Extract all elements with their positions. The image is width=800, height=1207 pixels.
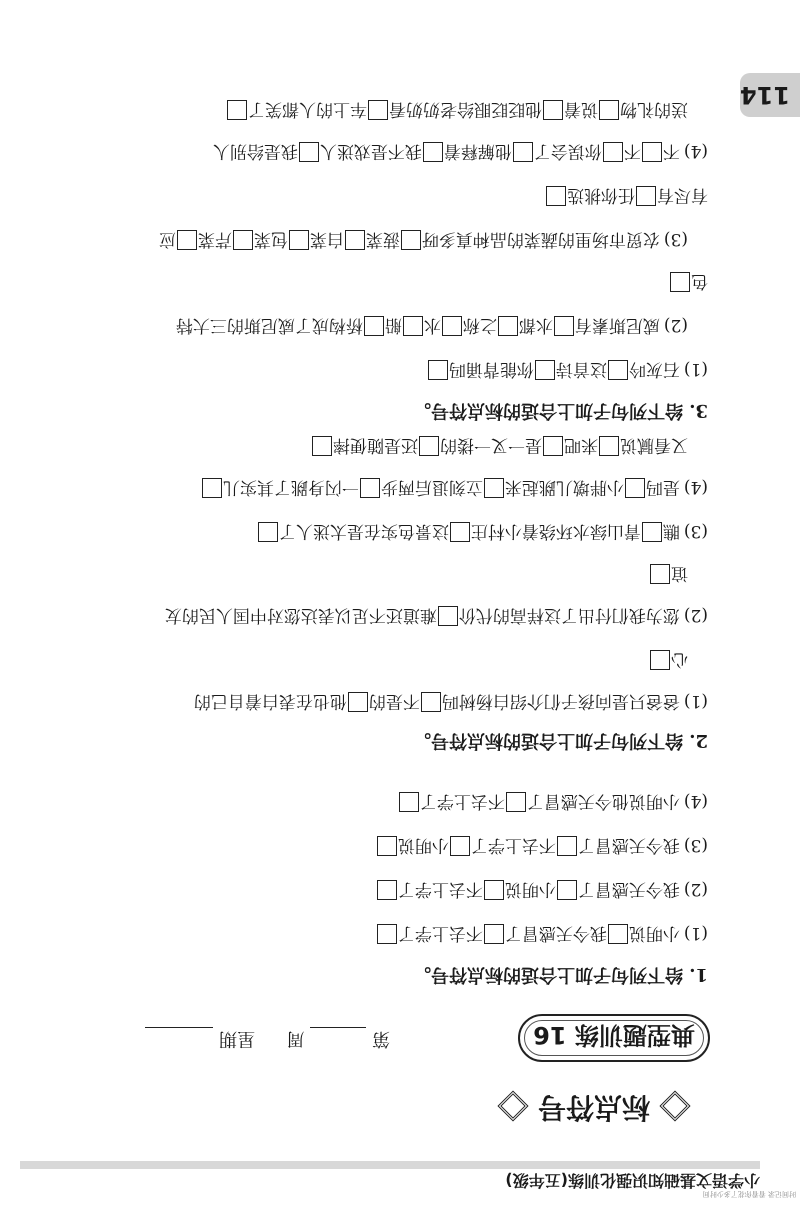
answer-box[interactable]	[377, 924, 397, 944]
answer-box[interactable]	[258, 522, 278, 542]
question-1-heading: 1. 给下列句子加上合适的标点符号。	[412, 964, 708, 985]
item-number: (2)	[683, 879, 708, 899]
week-label-c: 星期	[219, 1028, 256, 1049]
item-number: (3)	[683, 521, 708, 541]
answer-box[interactable]	[554, 316, 574, 336]
sentence-fragment: 有尽有	[657, 185, 708, 205]
sentence-fragment: 一闪身跳了其实儿	[222, 477, 359, 497]
answer-box[interactable]	[625, 478, 645, 498]
sentence-fragment: 我今天感冒了	[577, 835, 680, 855]
sentence-fragment: 难道还不足以表达您对中国人民的友	[164, 605, 437, 625]
sentence-fragment: 包菜	[253, 229, 288, 249]
sentence-fragment: 我是给别人	[212, 141, 298, 161]
sentence-fragment: 威尼斯素有	[574, 315, 660, 335]
section-title	[488, 1089, 700, 1129]
answer-box[interactable]	[484, 924, 504, 944]
answer-box[interactable]	[312, 436, 332, 456]
sentence-fragment: 车上的人都笑了	[248, 99, 367, 119]
question-2-heading: 2. 给下列句子加上合适的标点符号。	[412, 730, 708, 751]
answer-box[interactable]	[484, 880, 504, 900]
answer-box[interactable]	[513, 142, 533, 162]
question-line	[649, 561, 688, 585]
sentence-fragment: 船	[384, 315, 402, 335]
sentence-fragment: 不去上学了	[397, 879, 483, 899]
sentence-fragment: 爸爸只是向孩子们介绍白杨树吗	[441, 691, 680, 711]
sentence-fragment: 不	[662, 141, 680, 161]
sentence-fragment: 您为我们付出了这样高的代价	[458, 605, 680, 625]
badge-text: 典型题训练 16	[533, 1021, 695, 1049]
sentence-fragment: 他眨眨眼给老奶奶看	[389, 99, 542, 119]
sentence-fragment: 还是随便摔	[333, 435, 418, 455]
diamond-icon	[659, 1090, 690, 1121]
sentence-fragment: 不是的	[368, 691, 420, 711]
sentence-fragment: 应	[158, 229, 176, 249]
sentence-fragment: 是一叉一搂的	[440, 435, 542, 455]
answer-box[interactable]	[233, 230, 253, 250]
question-line	[669, 269, 708, 293]
answer-box[interactable]	[177, 230, 197, 250]
answer-box[interactable]	[535, 360, 555, 380]
answer-box[interactable]	[202, 478, 222, 498]
sentence-fragment: 小明说	[397, 835, 449, 855]
sentence-fragment: 色	[691, 271, 708, 291]
sentence-fragment: 是吗	[645, 477, 680, 497]
answer-box[interactable]	[442, 316, 462, 336]
sentence-fragment: 这首诗	[555, 359, 607, 379]
sentence-fragment: 水	[423, 315, 441, 335]
sentence-fragment: 谊	[671, 563, 688, 583]
sentence-fragment: 小明说	[504, 879, 556, 899]
sentence-fragment: 任你挑选	[567, 185, 635, 205]
item-number: (1)	[683, 359, 708, 379]
answer-box[interactable]	[642, 142, 662, 162]
answer-box[interactable]	[450, 522, 470, 542]
exercise-badge	[518, 1014, 710, 1062]
sentence-fragment: 瞧	[662, 521, 680, 541]
sentence-fragment: 你误会了	[533, 141, 602, 161]
item-number: (2)	[683, 605, 708, 625]
sentence-fragment: 立刻退后两步	[380, 477, 483, 497]
sentence-fragment: 送的礼物	[620, 99, 688, 119]
sentence-fragment: 芹菜	[197, 229, 232, 249]
answer-box[interactable]	[670, 272, 690, 292]
diamond-icon	[497, 1090, 528, 1121]
weekday-blank[interactable]	[145, 1027, 213, 1046]
answer-box[interactable]	[599, 436, 619, 456]
answer-box[interactable]	[608, 360, 628, 380]
answer-box[interactable]	[636, 186, 656, 206]
answer-box[interactable]	[438, 606, 458, 626]
answer-box[interactable]	[484, 478, 504, 498]
sentence-fragment: 说着	[564, 99, 598, 119]
sentence-fragment: 不去上学了	[470, 835, 556, 855]
answer-box[interactable]	[377, 836, 397, 856]
question-3-heading: 3. 给下列句子加上合适的标点符号。	[412, 400, 708, 421]
answer-box[interactable]	[289, 230, 309, 250]
sentence-fragment: 不	[623, 141, 641, 161]
answer-box[interactable]	[450, 836, 470, 856]
question-line	[165, 603, 708, 627]
book-title: 小学语文基础知识强化训练(五年级)	[505, 1171, 760, 1190]
answer-box[interactable]	[423, 142, 443, 162]
sentence-fragment: 白菜	[309, 229, 344, 249]
question-line	[201, 475, 708, 499]
sentence-fragment: 不去上学了	[397, 923, 483, 943]
answer-box[interactable]	[608, 924, 628, 944]
sentence-fragment: 农贸市场里的蔬菜的品种真多呀	[421, 229, 660, 249]
answer-box[interactable]	[227, 100, 247, 120]
question-line	[545, 183, 708, 207]
answer-box[interactable]	[498, 316, 518, 336]
question-line	[376, 833, 708, 857]
sentence-fragment: 小明说	[628, 923, 680, 943]
sentence-fragment: 我今天感冒了	[504, 923, 607, 943]
sentence-fragment: 我今天感冒了	[577, 879, 680, 899]
sentence-fragment: 菠菜	[365, 229, 400, 249]
sentence-fragment: 小胖墩儿跳起来	[504, 477, 624, 497]
answer-box[interactable]	[401, 230, 421, 250]
answer-box[interactable]	[557, 836, 577, 856]
sentence-fragment: 水都	[518, 315, 553, 335]
section-title-text: 标点符号	[537, 1091, 650, 1124]
question-line	[649, 647, 688, 671]
page-number: 114	[739, 81, 790, 109]
answer-box[interactable]	[428, 360, 448, 380]
sentence-fragment: 他也在表白着自己的	[193, 691, 347, 711]
answer-box[interactable]	[377, 880, 397, 900]
answer-box[interactable]	[543, 436, 563, 456]
answer-box[interactable]	[557, 880, 577, 900]
time-note: 时间记录 看看你花了多少时间	[702, 1190, 796, 1198]
sentence-fragment: 青山绿水环绕着小村庄	[470, 521, 641, 541]
answer-box[interactable]	[364, 316, 384, 336]
header-rule	[20, 1161, 760, 1169]
week-label-b: 周	[286, 1028, 305, 1049]
answer-box[interactable]	[546, 186, 566, 206]
sentence-fragment: 他解释着	[443, 141, 512, 161]
item-number: (1)	[683, 691, 708, 711]
question-line	[226, 97, 688, 121]
question-line	[213, 139, 708, 163]
answer-box[interactable]	[650, 564, 670, 584]
week-number-blank[interactable]	[310, 1027, 366, 1046]
question-line	[376, 921, 708, 945]
answer-box[interactable]	[345, 230, 365, 250]
answer-box[interactable]	[348, 692, 368, 712]
answer-box[interactable]	[399, 792, 419, 812]
item-number: (1)	[683, 923, 708, 943]
sentence-fragment: 你能背诵吗	[448, 359, 534, 379]
sentence-fragment: 这景色实在是太迷人了	[278, 521, 449, 541]
answer-box[interactable]	[599, 100, 619, 120]
answer-box[interactable]	[403, 316, 423, 336]
item-number: (3)	[663, 229, 688, 249]
sentence-fragment: 我不是戏迷人	[319, 141, 422, 161]
sentence-fragment: 来吧	[564, 435, 598, 455]
answer-box[interactable]	[368, 100, 388, 120]
item-number: (3)	[683, 835, 708, 855]
answer-box[interactable]	[603, 142, 623, 162]
question-line	[311, 433, 688, 457]
answer-box[interactable]	[642, 522, 662, 542]
question-line	[376, 877, 708, 901]
answer-box[interactable]	[360, 478, 380, 498]
item-number: (4)	[683, 477, 708, 497]
sentence-fragment: 又看腻说	[620, 435, 688, 455]
week-fill-in	[145, 1027, 390, 1053]
sentence-fragment: 石灰吟	[628, 359, 680, 379]
answer-box[interactable]	[421, 692, 441, 712]
answer-box[interactable]	[650, 650, 670, 670]
question-line	[427, 357, 708, 381]
sentence-fragment: 心	[671, 649, 688, 669]
answer-box[interactable]	[299, 142, 319, 162]
question-line	[194, 689, 708, 713]
sentence-fragment: 桥构成了威尼斯的三大特	[175, 315, 363, 335]
answer-box[interactable]	[419, 436, 439, 456]
question-line	[176, 313, 688, 337]
question-line	[398, 789, 708, 813]
answer-box[interactable]	[506, 792, 526, 812]
question-line	[159, 227, 688, 251]
question-line	[257, 519, 708, 543]
week-label-a: 第	[372, 1028, 390, 1049]
item-number: (4)	[683, 791, 708, 811]
sentence-fragment: 小明说他今天感冒了	[526, 791, 680, 811]
sentence-fragment: 之称	[462, 315, 497, 335]
sentence-fragment: 不去上学了	[419, 791, 505, 811]
item-number: (4)	[683, 141, 708, 161]
item-number: (2)	[663, 315, 688, 335]
answer-box[interactable]	[543, 100, 563, 120]
